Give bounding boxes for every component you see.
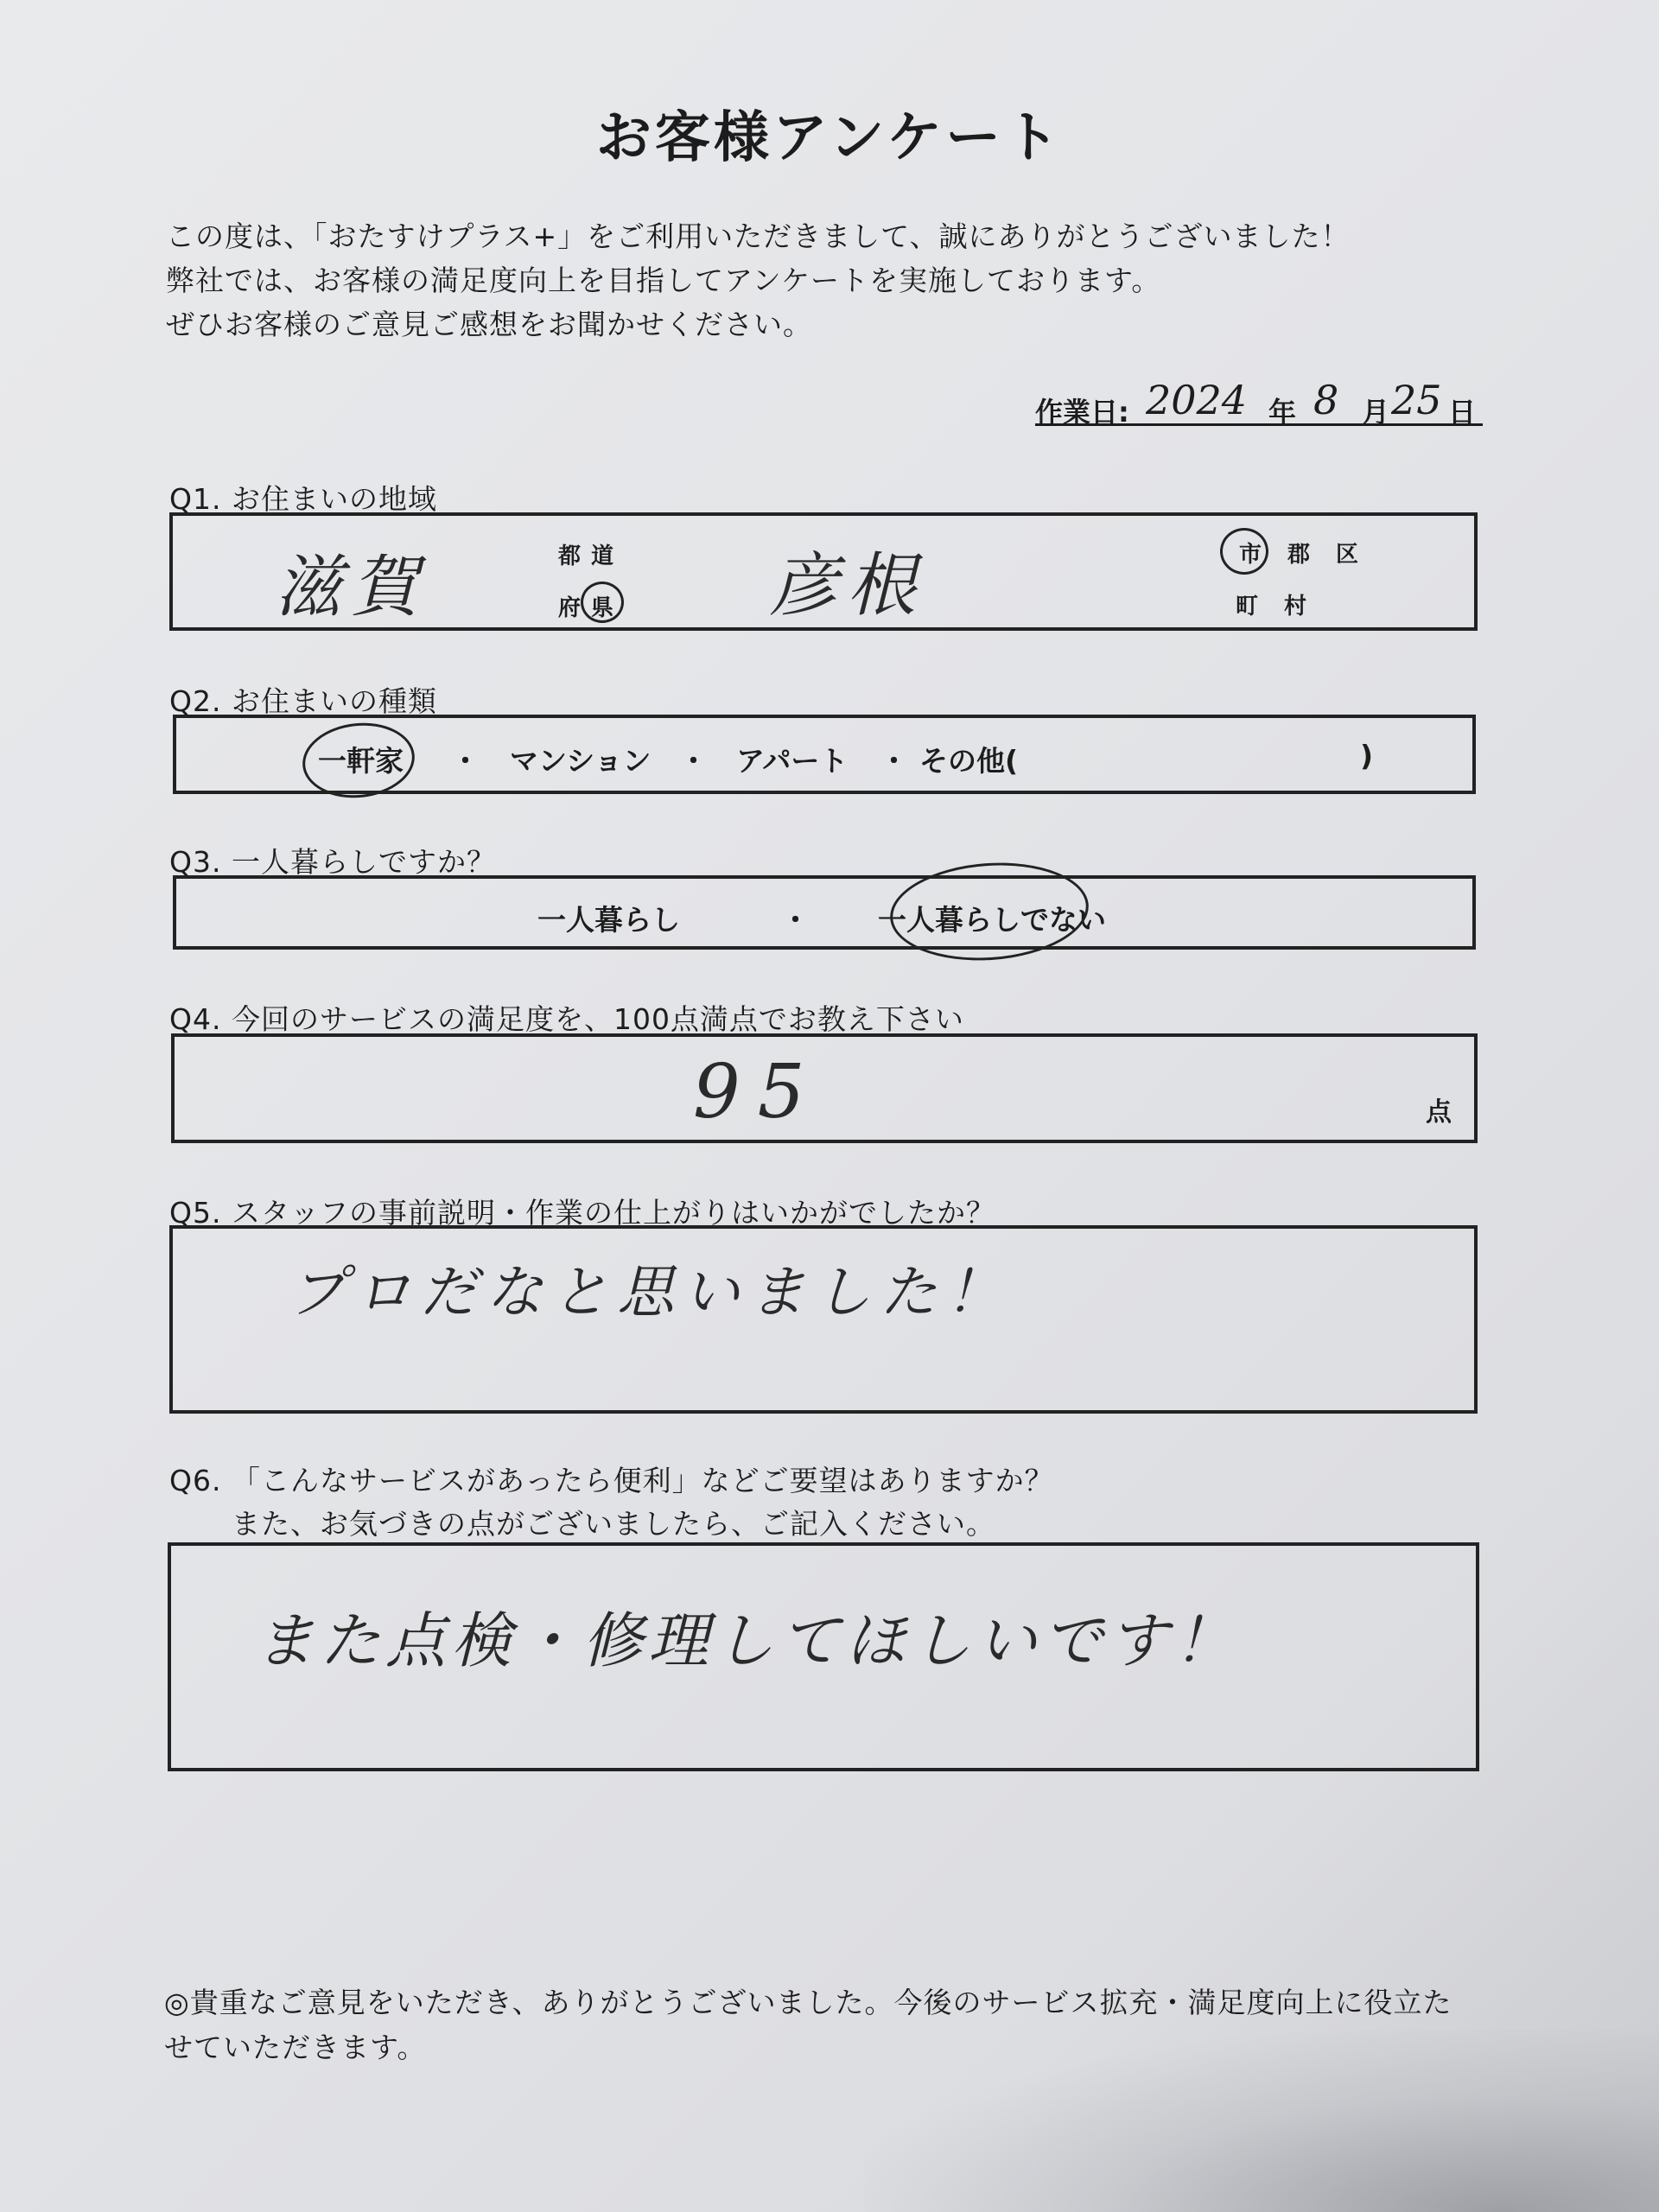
pref-unit-fu: 府 (558, 595, 582, 621)
work-date-month-unit: 月 (1362, 396, 1390, 429)
q3-option-alone: 一人暮らし (537, 903, 680, 937)
work-date-month: 8 (1313, 377, 1339, 423)
intro-line-3: ぜひお客様のご意見ご感想をお聞かせください。 (166, 308, 812, 341)
q3-label: Q3. 一人暮らしですか？ (169, 845, 496, 879)
pref-unit-ken: 県 (591, 595, 614, 621)
city-unit-cho: 町 (1236, 594, 1259, 620)
intro-line-2: 弊社では、お客様の満足度向上を目指してアンケートを実施しております。 (166, 264, 1161, 297)
q3-answer-box (173, 875, 1476, 950)
work-date-year: 2024 (1146, 377, 1248, 423)
page-title: お客様アンケート (595, 106, 1064, 170)
q3-option-not-alone: 一人暮らしでない (878, 903, 1106, 937)
pref-selected-circle (581, 582, 624, 623)
intro-line-1: この度は、「おたすけプラス+」をご利用いただきまして、誠にありがとうございました！ (166, 219, 1351, 253)
footer-line-2: せていただきます。 (164, 2031, 427, 2064)
work-date-label: 作業日: (1035, 396, 1129, 429)
q2-answer-box (173, 715, 1476, 794)
q2-separator-3: ・ (880, 744, 908, 778)
city-unit-shi: 市 (1239, 542, 1262, 568)
q4-label: Q4. 今回のサービスの満足度を、100点満点でお教え下さい (169, 1002, 964, 1036)
q6-answer-box (168, 1542, 1479, 1771)
footer-line-1: ◎貴重なご意見をいただき、ありがとうございました。今後のサービス拡充・満足度向上に役立た (164, 1986, 1452, 2019)
paper-shadow (864, 2031, 1659, 2212)
q5-comment-answer: プロだなと思いました！ (289, 1259, 1011, 1325)
q1-label: Q1. お住まいの地域 (169, 482, 437, 516)
q2-other-close-paren: ) (1360, 739, 1374, 772)
city-unit-gun: 郡 (1287, 542, 1311, 568)
q2-label: Q2. お住まいの種類 (169, 684, 437, 718)
q6-request-answer: また点検・修理してほしいです！ (254, 1605, 1239, 1676)
q1-prefecture-answer: 滋賀 (275, 549, 428, 626)
q5-label: Q5. スタッフの事前説明・作業の仕上がりはいかがでしたか？ (169, 1196, 995, 1230)
pref-unit-do: 道 (591, 543, 614, 569)
intro-text (166, 214, 1514, 346)
q1-city-answer: 彦根 (769, 545, 925, 626)
work-date-day: 25 (1391, 377, 1442, 423)
q2-separator-1: ・ (451, 744, 480, 778)
q3-selected-circle (887, 856, 1091, 967)
city-unit-son: 村 (1284, 594, 1307, 620)
pref-unit-to: 都 (558, 543, 582, 569)
work-date-day-unit: 日 (1448, 396, 1477, 429)
work-date-year-unit: 年 (1268, 396, 1297, 429)
q1-answer-box (169, 512, 1478, 631)
q2-option-apart: アパート (736, 744, 849, 778)
q2-option-ikkenya: 一軒家 (318, 744, 404, 778)
q4-score-unit: 点 (1426, 1097, 1452, 1128)
q3-separator: ・ (781, 903, 810, 937)
q2-separator-2: ・ (679, 744, 708, 778)
city-unit-ku: 区 (1336, 542, 1359, 568)
city-selected-circle (1220, 528, 1268, 575)
q5-answer-box (169, 1225, 1478, 1414)
q2-selected-circle (299, 717, 418, 803)
q2-option-mansion: マンション (510, 744, 652, 778)
q2-option-other: その他( (919, 744, 1019, 778)
q4-score-answer: 95 (693, 1049, 823, 1135)
work-date (1035, 377, 1483, 429)
q6-label-line-1: Q6. 「こんなサービスがあったら便利」などご要望はありますか？ (169, 1464, 1054, 1497)
q4-answer-box (171, 1033, 1478, 1143)
q6-label-line-2: また、お気づきの点がございましたら、ご記入ください。 (232, 1507, 995, 1541)
